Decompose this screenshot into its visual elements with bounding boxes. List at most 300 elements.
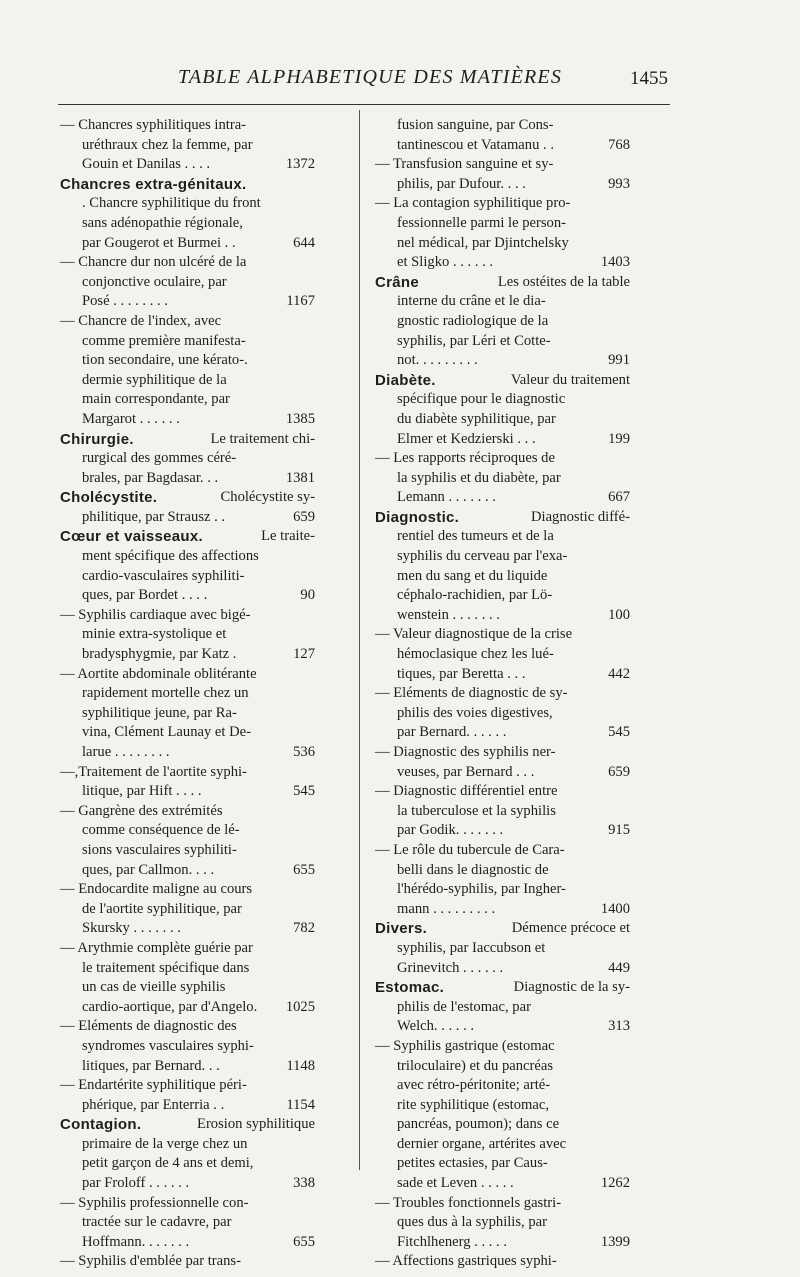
page-reference: 536 — [293, 744, 315, 760]
entry-line — [375, 625, 630, 645]
entry-line — [375, 665, 630, 685]
entry-text: — Transfusion sanguine et sy- — [375, 156, 554, 173]
entry-text: Posé . . . . . . . . — [82, 293, 168, 310]
page-reference: 545 — [293, 783, 315, 800]
entry-text: wenstein . . . . . . . — [397, 606, 500, 623]
page-reference: 313 — [608, 1018, 630, 1035]
entry-text: interne du crâne et le dia- — [397, 293, 546, 310]
entry-line — [375, 1096, 630, 1116]
entry-text: bradysphygmie, par Katz . — [82, 646, 237, 663]
page-reference: 915 — [608, 822, 630, 839]
entry-text: par Bernard. . . . . . — [397, 724, 507, 741]
entry-text: Le traite- — [261, 528, 315, 545]
index-entry — [60, 1017, 315, 1076]
entry-text: Fitchlhenerg . . . . . — [397, 1233, 507, 1250]
entry-text: —,Traitement de l'aortite syphi- — [60, 763, 247, 780]
entry-text: syphilitique jeune, par Ra- — [82, 704, 237, 721]
entry-line — [375, 136, 630, 156]
index-entry — [60, 175, 315, 253]
entry-line — [375, 547, 630, 567]
entry-line — [60, 1233, 315, 1253]
entry-line — [375, 488, 630, 508]
index-entry — [375, 116, 630, 155]
entry-line — [375, 684, 630, 704]
index-entry — [60, 763, 315, 802]
entry-text: fessionnelle parmi le person- — [397, 214, 566, 231]
entry-line — [60, 978, 315, 998]
entry-heading: Diabète. — [375, 371, 436, 389]
page-reference: 1381 — [285, 469, 315, 486]
page-reference: 1154 — [286, 1096, 315, 1113]
entry-text: — Diagnostic des syphilis ner- — [375, 744, 556, 760]
right-column — [375, 116, 630, 1272]
index-entry — [375, 743, 630, 782]
page-reference: 768 — [608, 136, 630, 153]
entry-line — [60, 900, 315, 920]
page-reference: 1262 — [600, 1175, 630, 1192]
entry-text: — Aortite abdominale oblitérante — [60, 665, 257, 682]
index-entry — [60, 1252, 315, 1272]
entry-heading: Contagion. — [60, 1116, 142, 1134]
page-reference: 655 — [293, 861, 315, 878]
entry-line — [60, 469, 315, 489]
entry-text: litique, par Hift . . . . — [82, 783, 202, 800]
index-entry — [375, 1252, 630, 1272]
entry-text: Lemann . . . . . . . — [397, 489, 496, 506]
entry-line — [60, 194, 315, 214]
entry-text: syphilis du cerveau par l'exa- — [397, 548, 568, 565]
index-entry — [375, 371, 630, 449]
index-entry — [375, 508, 630, 626]
entry-text: vina, Clément Launay et De- — [82, 724, 251, 741]
entry-text: Les ostéites de la table — [497, 273, 630, 290]
page-reference: 1403 — [600, 254, 630, 271]
entry-text: la tuberculose et la syphilis — [397, 802, 556, 819]
entry-line — [375, 704, 630, 724]
entry-line — [60, 488, 315, 508]
entry-text: de l'aortite syphilitique, par — [82, 900, 242, 917]
entry-line — [60, 586, 315, 606]
index-entry — [60, 802, 315, 880]
page-reference: 338 — [293, 1175, 315, 1192]
entry-line — [375, 939, 630, 959]
entry-text: Démence précoce et — [511, 920, 630, 937]
entry-line — [375, 1194, 630, 1214]
index-entry — [60, 527, 315, 605]
index-entry — [375, 978, 630, 1037]
page-reference: 667 — [608, 489, 630, 506]
entry-line — [375, 802, 630, 822]
entry-line — [375, 234, 630, 254]
entry-line — [375, 469, 630, 489]
entry-text: dernier organe, artérites avec — [397, 1135, 567, 1152]
entry-text: par Godik. . . . . . . — [397, 822, 504, 839]
entry-text: Le traitement chi- — [210, 430, 315, 447]
page-reference: 644 — [293, 234, 315, 251]
entry-text: Diagnostic de la sy- — [513, 979, 630, 996]
entry-text: rapidement mortelle chez un — [82, 685, 249, 702]
entry-text: primaire de la verge chez un — [82, 1135, 248, 1152]
page-reference: 1167 — [286, 293, 315, 310]
entry-line — [60, 684, 315, 704]
entry-text: syphilis, par Iaccubson et — [397, 939, 546, 956]
entry-line — [60, 214, 315, 234]
entry-line — [60, 1076, 315, 1096]
entry-line — [375, 371, 630, 391]
entry-line — [60, 567, 315, 587]
page-reference: 1025 — [285, 998, 315, 1015]
entry-text: par Froloff . . . . . . — [82, 1175, 190, 1192]
entry-line — [60, 1135, 315, 1155]
entry-text: nel médical, par Djintchelsky — [397, 234, 569, 251]
entry-text: triloculaire) et du pancréas — [397, 1057, 553, 1074]
entry-line — [60, 390, 315, 410]
entry-text: et Sligko . . . . . . — [397, 254, 494, 271]
entry-heading: Crâne — [375, 273, 420, 291]
page-reference: 1385 — [285, 410, 315, 427]
entry-line — [375, 351, 630, 371]
entry-line — [60, 292, 315, 312]
entry-heading: Cœur et vaisseaux. — [60, 528, 203, 546]
index-entry — [60, 430, 315, 489]
page-reference: 199 — [608, 430, 630, 447]
entry-text: le traitement spécifique dans — [82, 959, 250, 976]
entry-line — [375, 312, 630, 332]
index-entry — [60, 312, 315, 430]
entry-text: rurgical des gommes céré- — [82, 450, 237, 467]
entry-text: céphalo-rachidien, par Lö- — [397, 587, 553, 604]
entry-line — [60, 841, 315, 861]
entry-text: comme première manifesta- — [82, 332, 246, 349]
entry-text: — Syphilis gastrique (estomac — [375, 1037, 555, 1054]
entry-text: conjonctive oculaire, par — [82, 273, 227, 290]
page-reference: 449 — [608, 959, 630, 976]
entry-line — [375, 841, 630, 861]
entry-text: — Chancre dur non ulcéré de la — [60, 254, 247, 271]
index-entry — [375, 919, 630, 978]
page-number: 1455 — [630, 68, 668, 89]
entry-line — [375, 1037, 630, 1057]
entry-line — [375, 1213, 630, 1233]
entry-heading: Cholécystite. — [60, 489, 158, 507]
entry-text: Welch. . . . . . — [397, 1018, 475, 1035]
entry-line — [375, 1174, 630, 1194]
page-reference: 993 — [608, 175, 630, 192]
entry-line — [375, 273, 630, 293]
entry-line — [375, 175, 630, 195]
entry-heading: Estomac. — [375, 979, 445, 997]
entry-line — [375, 1115, 630, 1135]
entry-line — [60, 1174, 315, 1194]
entry-line — [375, 645, 630, 665]
entry-line — [375, 821, 630, 841]
entry-text: — Endocardite maligne au cours — [60, 881, 253, 898]
index-entry — [375, 1037, 630, 1194]
entry-text: Cholécystite sy- — [220, 489, 315, 506]
entry-line — [375, 292, 630, 312]
entry-text: — Eléments de diagnostic des — [60, 1018, 237, 1035]
entry-line — [60, 782, 315, 802]
entry-text: Margarot . . . . . . — [82, 410, 180, 427]
entry-text: not. . . . . . . . . — [397, 352, 478, 369]
page-reference: 545 — [608, 724, 630, 741]
entry-line — [60, 1037, 315, 1057]
entry-line — [60, 234, 315, 254]
entry-line — [60, 175, 315, 195]
entry-text: — Gangrène des extrémités — [60, 802, 223, 819]
entry-text: Diagnostic diffé- — [530, 508, 630, 525]
entry-text: syphilis, par Léri et Cotte- — [397, 332, 551, 349]
entry-line — [60, 880, 315, 900]
entry-line — [375, 900, 630, 920]
entry-line — [375, 1233, 630, 1253]
entry-line — [375, 763, 630, 783]
entry-line — [60, 155, 315, 175]
entry-text: Valeur du traitement — [510, 371, 630, 388]
entry-line — [60, 998, 315, 1018]
index-entry — [375, 841, 630, 919]
entry-text: rentiel des tumeurs et de la — [397, 528, 554, 545]
page-reference: 1400 — [600, 900, 630, 917]
index-entry — [375, 782, 630, 841]
entry-text: sade et Leven . . . . . — [397, 1175, 514, 1192]
entry-line — [375, 155, 630, 175]
entry-text: petit garçon de 4 ans et demi, — [82, 1155, 254, 1172]
entry-line — [375, 214, 630, 234]
entry-line — [60, 919, 315, 939]
entry-text: belli dans le diagnostic de — [397, 861, 549, 878]
entry-text: tractée sur le cadavre, par — [82, 1214, 232, 1231]
entry-text: sions vasculaires syphiliti- — [82, 841, 237, 858]
entry-line — [375, 567, 630, 587]
page-reference: 100 — [608, 606, 630, 623]
entry-text: avec rétro-péritonite; arté- — [397, 1077, 551, 1094]
entry-text: — Les rapports réciproques de — [375, 450, 555, 467]
entry-line — [60, 821, 315, 841]
entry-line — [60, 410, 315, 430]
entry-line — [375, 527, 630, 547]
entry-line — [60, 136, 315, 156]
entry-line — [375, 1252, 630, 1272]
running-title: TABLE ALPHABETIQUE DES MATIÈRES — [178, 66, 563, 88]
entry-line — [375, 449, 630, 469]
index-entry — [60, 939, 315, 1017]
entry-text: Erosion syphilitique — [197, 1116, 315, 1133]
entry-line — [375, 978, 630, 998]
entry-text: tion secondaire, une kérato-. — [82, 352, 248, 369]
entry-text: tiques, par Beretta . . . — [397, 665, 526, 682]
index-entry — [60, 116, 315, 175]
entry-text: phérique, par Enterria . . — [82, 1096, 225, 1113]
entry-line — [60, 625, 315, 645]
entry-text: — Affections gastriques syphi- — [375, 1253, 557, 1270]
entry-text: men du sang et du liquide — [397, 567, 548, 584]
entry-line — [60, 449, 315, 469]
entry-line — [60, 1194, 315, 1214]
left-column — [60, 116, 315, 1272]
entry-line — [60, 704, 315, 724]
entry-line — [60, 312, 315, 332]
entry-text: — Diagnostic différentiel entre — [375, 783, 558, 800]
page-reference: 991 — [608, 352, 630, 369]
entry-text: — Syphilis professionnelle con- — [60, 1194, 249, 1211]
entry-text: — Valeur diagnostique de la crise — [375, 626, 573, 643]
index-entry — [60, 880, 315, 939]
page-reference: 659 — [608, 763, 630, 780]
page-reference: 1399 — [600, 1233, 630, 1250]
entry-line — [375, 743, 630, 763]
entry-heading: Chirurgie. — [60, 430, 134, 448]
index-entry — [60, 488, 315, 527]
page-reference: 1148 — [286, 1057, 315, 1074]
entry-line — [375, 723, 630, 743]
column-divider — [359, 110, 360, 1170]
entry-heading: Chancres extra-génitaux. — [60, 175, 247, 193]
entry-line — [375, 861, 630, 881]
entry-text: fusion sanguine, par Cons- — [397, 117, 554, 133]
entry-text: — Chancres syphilitiques intra- — [60, 117, 247, 133]
entry-line — [60, 939, 315, 959]
entry-text: sans adénopathie régionale, — [82, 214, 243, 231]
entry-line — [375, 253, 630, 273]
entry-text: ques dus à la syphilis, par — [397, 1214, 547, 1231]
index-entry — [375, 625, 630, 684]
entry-line — [375, 998, 630, 1018]
entry-line — [375, 390, 630, 410]
entry-line — [60, 645, 315, 665]
entry-line — [60, 802, 315, 822]
entry-line — [375, 606, 630, 626]
entry-text: . Chancre syphilitique du front — [82, 195, 261, 212]
entry-text: — La contagion syphilitique pro- — [375, 195, 571, 212]
entry-line — [375, 508, 630, 528]
entry-line — [375, 919, 630, 939]
entry-line — [60, 527, 315, 547]
entry-text: syndromes vasculaires syphi- — [82, 1037, 254, 1054]
entry-line — [60, 1154, 315, 1174]
entry-text: cardio-aortique, par d'Angelo. — [82, 998, 258, 1015]
entry-text: — Chancre de l'index, avec — [60, 312, 222, 329]
entry-text: dermie syphilitique de la — [82, 371, 227, 388]
entry-text: philitique, par Strausz . . — [82, 508, 226, 525]
entry-text: veuses, par Bernard . . . — [397, 763, 535, 780]
entry-text: spécifique pour le diagnostic — [397, 391, 566, 408]
entry-text: — Troubles fonctionnels gastri- — [375, 1194, 562, 1211]
entry-line — [60, 351, 315, 371]
entry-text: tantinescou et Vatamanu . . — [397, 136, 554, 153]
entry-line — [60, 743, 315, 763]
entry-text: — Eléments de diagnostic de sy- — [375, 685, 568, 702]
entry-line — [60, 1017, 315, 1037]
entry-text: la syphilis et du diabète, par — [397, 469, 561, 486]
entry-text: un cas de vieille syphilis — [82, 979, 226, 996]
entry-line — [375, 880, 630, 900]
entry-text: — Syphilis d'emblée par trans- — [60, 1253, 241, 1270]
entry-text: philis des voies digestives, — [397, 704, 553, 721]
entry-text: l'hérédo-syphilis, par Ingher- — [397, 881, 566, 898]
entry-line — [60, 1252, 315, 1272]
entry-line — [60, 332, 315, 352]
entry-text: pancréas, poumon); dans ce — [397, 1116, 560, 1133]
entry-text: Hoffmann. . . . . . . — [82, 1233, 190, 1250]
entry-line — [375, 1017, 630, 1037]
index-entry — [60, 1194, 315, 1253]
entry-text: petites ectasies, par Caus- — [397, 1155, 548, 1172]
page-reference: 442 — [608, 665, 630, 682]
entry-line — [60, 723, 315, 743]
entry-text: ques, par Callmon. . . . — [82, 861, 215, 878]
entry-line — [60, 273, 315, 293]
entry-line — [375, 1076, 630, 1096]
index-entry — [60, 665, 315, 763]
entry-heading: Divers. — [375, 920, 428, 938]
page-header — [60, 64, 670, 98]
entry-text: uréthraux chez la femme, par — [82, 136, 253, 153]
page-reference: 90 — [300, 587, 315, 604]
entry-text: minie extra-systolique et — [82, 626, 227, 643]
entry-text: Skursky . . . . . . . — [82, 920, 181, 937]
entry-text: Elmer et Kedzierski . . . — [397, 430, 536, 447]
entry-text: Grinevitch . . . . . . — [397, 959, 504, 976]
index-entry — [375, 684, 630, 743]
entry-text: philis, par Dufour. . . . — [397, 175, 526, 192]
entry-text: comme conséquence de lé- — [82, 822, 240, 839]
entry-line — [60, 1057, 315, 1077]
entry-line — [375, 1154, 630, 1174]
index-entry — [375, 155, 630, 194]
page-reference: 655 — [293, 1233, 315, 1250]
entry-text: du diabète syphilitique, par — [397, 410, 556, 427]
entry-line — [60, 371, 315, 391]
entry-text: — Syphilis cardiaque avec bigé- — [60, 606, 251, 623]
header-rule — [58, 104, 670, 105]
entry-text: litiques, par Bernard. . . — [82, 1057, 220, 1074]
entry-text: brales, par Bagdasar. . . — [82, 469, 219, 486]
entry-line — [375, 1057, 630, 1077]
entry-line — [60, 861, 315, 881]
entry-line — [60, 547, 315, 567]
index-entry — [60, 1115, 315, 1193]
entry-line — [60, 665, 315, 685]
entry-text: Gouin et Danilas . . . . — [82, 156, 211, 173]
entry-line — [60, 253, 315, 273]
entry-line — [375, 959, 630, 979]
entry-text: hémoclasique chez les lué- — [397, 646, 554, 663]
entry-text: par Gougerot et Burmei . . — [82, 234, 236, 251]
entry-line — [375, 116, 630, 136]
entry-line — [60, 430, 315, 450]
entry-text: — Le rôle du tubercule de Cara- — [375, 841, 565, 858]
index-entry — [375, 194, 630, 272]
entry-line — [60, 116, 315, 136]
entry-text: main correspondante, par — [82, 391, 230, 408]
entry-heading: Diagnostic. — [375, 508, 460, 526]
entry-line — [375, 430, 630, 450]
page-reference: 659 — [293, 508, 315, 525]
entry-text: cardio-vasculaires syphiliti- — [82, 567, 245, 584]
entry-line — [60, 606, 315, 626]
entry-line — [60, 1115, 315, 1135]
index-entry — [375, 1194, 630, 1253]
entry-line — [60, 959, 315, 979]
entry-text: mann . . . . . . . . . — [397, 900, 496, 917]
index-entry — [60, 1076, 315, 1115]
entry-line — [60, 763, 315, 783]
entry-line — [375, 332, 630, 352]
index-entry — [375, 273, 630, 371]
entry-line — [375, 194, 630, 214]
entry-text: ques, par Bordet . . . . — [82, 587, 208, 604]
